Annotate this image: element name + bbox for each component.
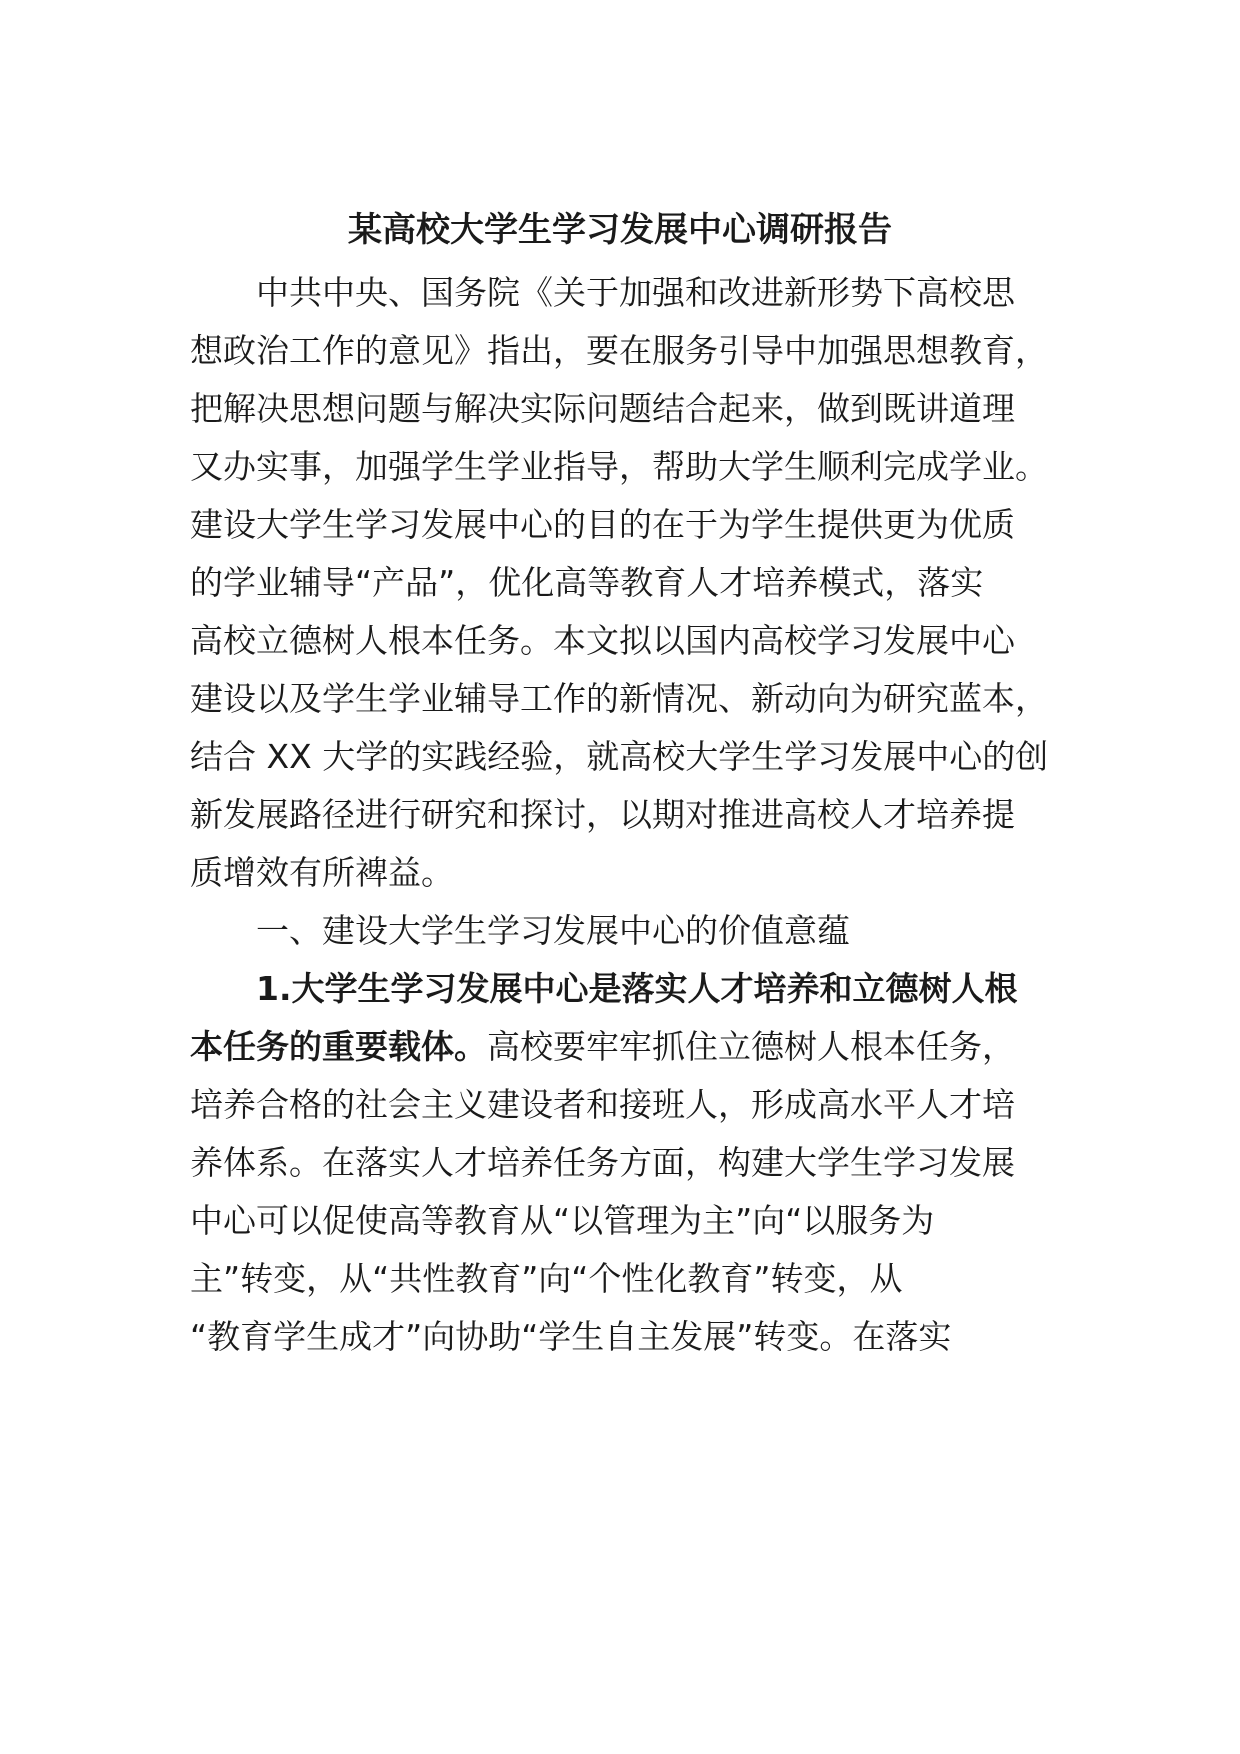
paragraph-line: 结合 XX 大学的实践经验，就高校大学生学习发展中心的创 xyxy=(190,737,1049,776)
paragraph-line: 培养合格的社会主义建设者和接班人，形成高水平人才培 xyxy=(190,1085,1015,1124)
paragraph-line: 养体系。在落实人才培养任务方面，构建大学生学习发展 xyxy=(190,1143,1015,1182)
paragraph-line: 又办实事，加强学生学业指导，帮助大学生顺利完成学业。 xyxy=(190,447,1048,486)
paragraph-line: 想政治工作的意见》指出，要在服务引导中加强思想教育， xyxy=(190,331,1048,370)
paragraph-line: 建设大学生学习发展中心的目的在于为学生提供更为优质 xyxy=(190,505,1015,544)
paragraph-line: 主”转变，从“共性教育”向“个性化教育”转变，从 xyxy=(190,1259,903,1298)
paragraph-line: 中心可以促使高等教育从“以管理为主”向“以服务为 xyxy=(190,1201,935,1240)
bold-subheading-end: 本任务的重要载体。 xyxy=(190,1027,487,1066)
mixed-line xyxy=(190,1022,1015,1072)
paragraph-line: 中共中央、国务院《关于加强和改进新形势下高校思 xyxy=(256,273,1015,312)
paragraph-text: 高校要牢牢抓住立德树人根本任务， xyxy=(487,1027,1015,1066)
paragraph-line: 的学业辅导“产品”，优化高等教育人才培养模式，落实 xyxy=(190,563,984,602)
paragraph-line: 质增效有所裨益。 xyxy=(190,853,454,892)
paragraph-line: “教育学生成才”向协助“学生自主发展”转变。在落实 xyxy=(190,1317,952,1356)
paragraph-line: 建设以及学生学业辅导工作的新情况、新动向为研究蓝本， xyxy=(190,679,1048,718)
paragraph-line: 新发展路径进行研究和探讨，以期对推进高校人才培养提 xyxy=(190,795,1015,834)
document-title: 某高校大学生学习发展中心调研报告 xyxy=(348,210,892,250)
paragraph-line: 把解决思想问题与解决实际问题结合起来，做到既讲道理 xyxy=(190,389,1015,428)
paragraph-line: 高校立德树人根本任务。本文拟以国内高校学习发展中心 xyxy=(190,621,1015,660)
section-heading: 一、建设大学生学习发展中心的价值意蕴 xyxy=(256,911,850,950)
bold-subheading: 1.大学生学习发展中心是落实人才培养和立德树人根 xyxy=(256,969,1018,1008)
